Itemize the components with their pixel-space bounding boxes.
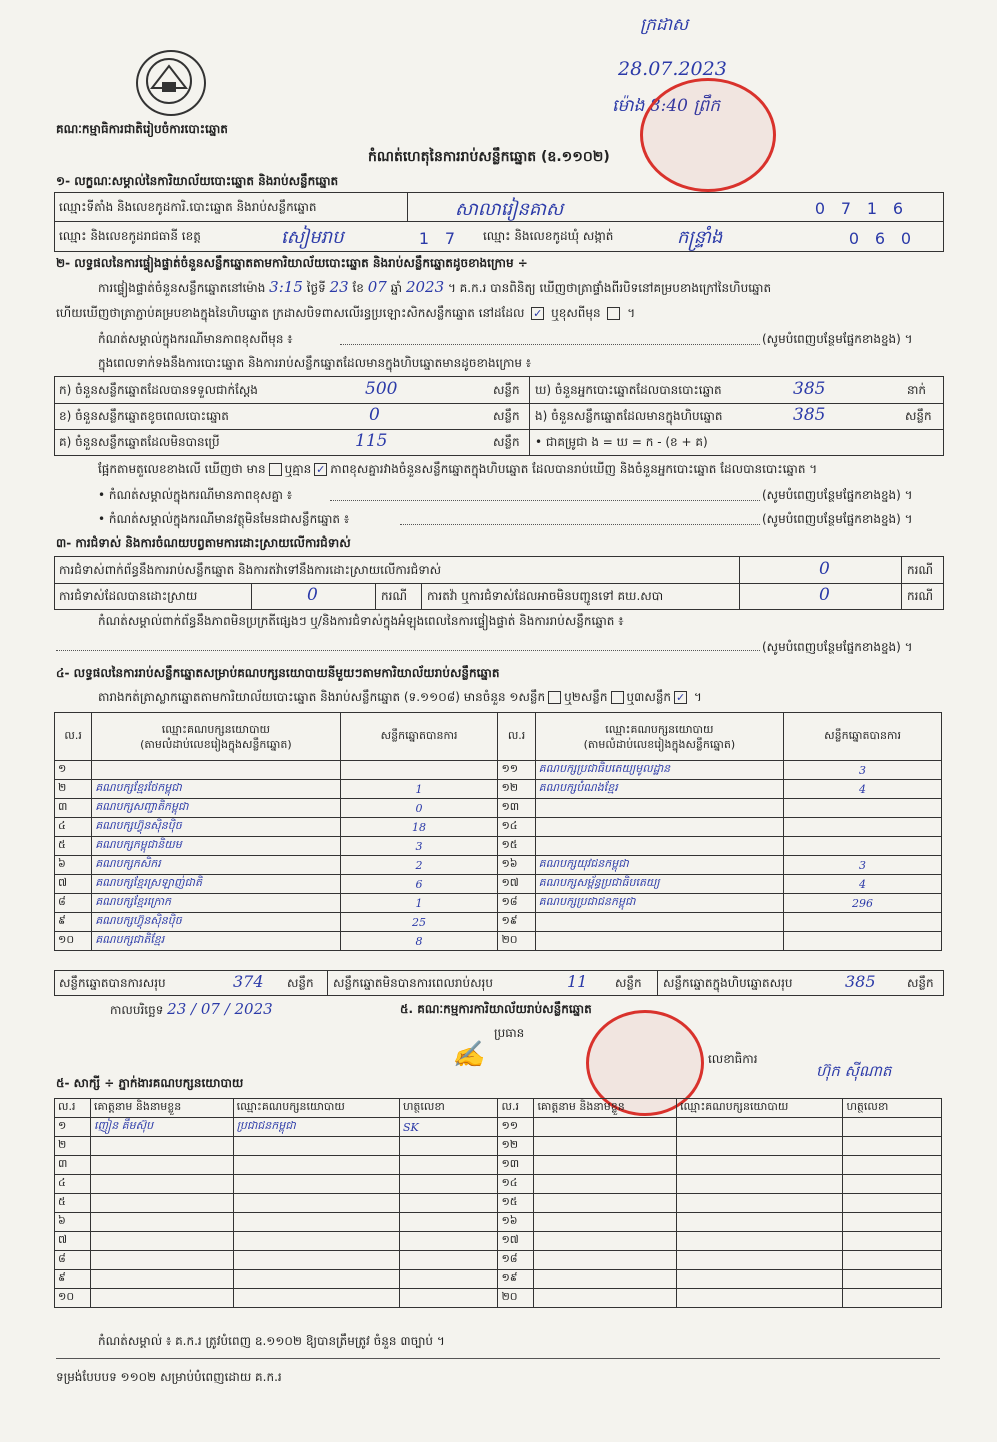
table-row: ២ ១២ [55, 1137, 942, 1156]
table-row: ៥ ១៥ [55, 1194, 942, 1213]
invalid-unit: សន្លឹក [615, 976, 642, 990]
chief-label: ប្រធាន [494, 1026, 525, 1040]
witness-header-name: គោត្តនាម និងនាមខ្លួន [90, 1099, 233, 1118]
section-4-title: ៤- លទ្ធផលនៃការរាប់សន្លឹកឆ្នោតសម្រាប់គណបក្សនយោបាយនីមួយៗតាមការិយាល័យរាប់សន្លឹកឆ្នោត [56, 666, 500, 680]
table-row: ៨ ១៨ [55, 1251, 942, 1270]
totals-row [54, 970, 944, 996]
no-diff-checkbox[interactable]: ✓ [316, 463, 326, 476]
secretary-label: លេខាធិការ [708, 1052, 758, 1066]
invalid-total: 11 [567, 972, 588, 991]
count-row-c-unit: សន្លឹក [493, 435, 520, 449]
date-line: កាលបរិច្ឆេទ 23 / 07 / 2023 [110, 1000, 273, 1018]
fill-note-3: (សូមបំពេញបន្ថែមផ្នែកខាងខ្នង) ។ [762, 512, 913, 526]
count-row-e-unit: សន្លឹក [905, 409, 932, 423]
sign-date: 23 / 07 / 2023 [167, 1000, 273, 1018]
valid-unit: សន្លឹក [287, 976, 314, 990]
sheets-1-checkbox[interactable] [548, 691, 561, 704]
sheets-3-checkbox[interactable]: ✓ [675, 691, 686, 704]
bullet-diff: • កំណត់សម្គាល់ក្នុងករណីមានភាពខុសគ្នា ៖ [98, 488, 293, 502]
table-row: ៩ គណបក្សហ៊្វុនស៊ិនប៉ិច 25 ១៩ [55, 913, 942, 932]
station-table [54, 192, 944, 252]
verify-line-1: ការផ្ទៀងផ្ទាត់ចំនួនសន្លឹកឆ្នោតនៅម៉ោង 3:15 ថ្ងៃទី 23 ខែ 07 ឆ្នាំ 2023 ។ គ.ក.រ បានពិនិត្យ ឃើញថាត្រាផ្ទាំងពីរបិទនៅគម្របខាងក្រៅនៃហិបឆ្នោត [98, 278, 772, 296]
count-row-a-value: 500 [365, 379, 398, 399]
witness-header-no: ល.រ [55, 1099, 91, 1118]
different-checkbox[interactable] [607, 307, 620, 320]
count-row-e-label: ង) ចំនួនសន្លឹកឆ្នោតដែលមានក្នុងហិបឆ្នោត [535, 409, 723, 423]
count-row-b-label: ខ) ចំនួនសន្លឹកឆ្នោតខូចពេលបោះឆ្នោត [59, 409, 229, 423]
province-name: សៀមរាប [281, 227, 344, 248]
footnote: កំណត់សម្គាល់ ៖ គ.ក.រ ត្រូវបំពេញ ឧ.១១០២ ឱ្យបានត្រឹមត្រូវ ចំនួន ៣ច្បាប់ ។ [98, 1334, 445, 1348]
commune-name: កន្ទ្រាំង [677, 227, 723, 248]
witness-header-party-2: ឈ្មោះគណបក្សនយោបាយ [677, 1099, 843, 1118]
count-table [54, 376, 944, 456]
results-header-no: ល.រ [55, 713, 92, 761]
commune-code: 0 6 0 [848, 229, 912, 248]
section-2-title: ២- លទ្ធផលនៃការផ្ទៀងផ្ទាត់ចំនួនសន្លឹកឆ្នោតតាមការិយាល័យបោះឆ្នោត និងរាប់សន្លឹកឆ្នោតដូចខាងក្រោម ÷ [56, 256, 528, 270]
received-time: ម៉ោង 8:40 ព្រឹក [612, 96, 721, 116]
count-row-d-unit: នាក់ [907, 383, 927, 397]
objection-row-2-label: ការជំទាស់ដែលបានដោះស្រាយ [59, 589, 198, 603]
objection-row-3-value: 0 [819, 585, 830, 605]
tally-sheet-line: តារាងកត់ត្រាស្លាកឆ្នោតតាមការិយាល័យបោះឆ្នោត និងរាប់សន្លឹកឆ្នោត (ទ.១១០៨) មានចំនួន ១សន្លឹក ឬ២សន្លឹក ឬ៣សន្លឹក ✓ ។ [98, 690, 702, 704]
emblem-logo [136, 50, 206, 116]
invalid-label: សន្លឹកឆ្នោតមិនបានការពេលរាប់សរុប [333, 976, 493, 990]
form-title: កំណត់ហេតុនៃការរាប់សន្លឹកឆ្នោត (ឧ.១១០២) [368, 149, 610, 165]
count-row-c-label: គ) ចំនួនសន្លឹកឆ្នោតដែលមិនបានប្រើ [59, 435, 220, 449]
chief-signature: ✍ [452, 1040, 485, 1070]
fill-note-4: (សូមបំពេញបន្ថែមផ្នែកខាងខ្នង) ។ [762, 640, 913, 654]
station-label: ឈ្មោះទីតាំង និងលេខកូដការិ.បោះឆ្នោត និងរាប់សន្លឹកឆ្នោត [59, 200, 317, 214]
witness-header-no-2: ល.រ [498, 1099, 534, 1118]
verify-month: 07 [367, 278, 387, 296]
table-row: ៦ គណបក្សកសិករ 2 ១៦ គណបក្សយុវជនកម្ពុជា 3 [55, 856, 942, 875]
table-row: ១០ គណបក្សជាតិខ្មែរ 8 ២០ [55, 932, 942, 951]
table-row: ១ ញៀន គឹមស៊ុប ប្រជាជនកម្ពុជា SK ១១ [55, 1118, 942, 1137]
table-row: ១០ ២០ [55, 1289, 942, 1308]
bullet-objects: • កំណត់សម្គាល់ក្នុងករណីមានវត្ថុមិនមែនជាសន្លឹកឆ្នោត ៖ [98, 512, 350, 526]
province-code: 1 7 [418, 229, 456, 248]
objection-row-2-value: 0 [307, 585, 318, 605]
count-row-d-label: ឃ) ចំនួនអ្នកបោះឆ្នោតដែលបានបោះឆ្នោត [535, 383, 722, 397]
received-label: ក្រដាស [640, 15, 689, 35]
table-row: ១ ១១ គណបក្សប្រជាធិបតេយ្យមូលដ្ឋាន 3 [55, 761, 942, 780]
table-row: ៧ គណបក្សខ្មែរស្រឡាញ់ជាតិ 6 ១៧ គណបក្សសម្ព័ន្ធប្រជាធិបតេយ្យ 4 [55, 875, 942, 894]
table-row: ៣ គណបក្សសញ្ជាតិកម្ពុជា 0 ១៣ [55, 799, 942, 818]
fill-note-2: (សូមបំពេញបន្ថែមផ្នែកខាងខ្នង) ។ [762, 488, 913, 502]
station-code: 0 7 1 6 [814, 199, 904, 218]
commune-label: ឈ្មោះ និងលេខកូដឃុំ សង្កាត់ [483, 229, 614, 243]
station-name: សាលារៀនគាស [455, 199, 564, 220]
count-intro: ក្នុងពេលទាក់ទងនឹងការបោះឆ្នោត និងការរាប់សន្លឹកឆ្នោតដែលមានក្នុងហិបឆ្នោតមានដូចខាងក្រោម ៖ [98, 356, 532, 370]
secretary-name: ហ៊ុក ស៊ីណាត [816, 1062, 892, 1080]
box-total-label: សន្លឹកឆ្នោតក្នុងហិបឆ្នោតសរុប [663, 976, 793, 990]
section-1-title: ១- លក្ខណៈសម្គាល់នៃការិយាល័យបោះឆ្នោត និងរាប់សន្លឹកឆ្នោត [56, 174, 339, 188]
table-row: ៩ ១៩ [55, 1270, 942, 1289]
table-row: ៤ គណបក្សហ៊្វុនស៊ិនប៉ិច 18 ១៤ [55, 818, 942, 837]
verify-time: 3:15 [269, 278, 303, 296]
verify-year: 2023 [405, 278, 445, 296]
box-total: 385 [845, 972, 876, 991]
count-row-e-value: 385 [793, 405, 826, 425]
objection-row-3-unit: ករណី [907, 589, 934, 603]
objection-row-1-label: ការជំទាស់ពាក់ព័ន្ធនឹងការរាប់សន្លឹកឆ្នោត និងការតវ៉ាទៅនឹងការដោះស្រាយលើការជំទាស់ [59, 563, 442, 577]
count-row-b-unit: សន្លឹក [493, 409, 520, 423]
table-row: ២ គណបក្សខ្មែរថែកម្ពុជា 1 ១២ គណបក្សបំណងខ្មែរ 4 [55, 780, 942, 799]
count-row-c-value: 115 [355, 431, 388, 451]
objection-row-2-unit: ករណី [381, 589, 408, 603]
count-row-b-value: 0 [369, 405, 380, 425]
results-header-party-2: ឈ្មោះគណបក្សនយោបាយ (តាមលំដាប់លេខរៀងក្នុងសន្លឹកឆ្នោត) [535, 713, 783, 761]
commission-title: ៥. គណៈកម្មការការិយាល័យរាប់សន្លឹកឆ្នោត [400, 1002, 592, 1016]
table-row: ៧ ១៧ [55, 1232, 942, 1251]
results-header-party: ឈ្មោះគណបក្សនយោបាយ (តាមលំដាប់លេខរៀងក្នុងសន្លឹកឆ្នោត) [92, 713, 340, 761]
fill-note-1: (សូមបំពេញបន្ថែមផ្នែកខាងខ្នង) ។ [762, 332, 913, 346]
table-row: ៣ ១៣ [55, 1156, 942, 1175]
diff-note-line: កំណត់សម្គាល់ក្នុងករណីមានភាពខុសពីមុន ៖ [98, 332, 293, 346]
form-footer: ទម្រង់បែបបទ ១១០២ សម្រាប់បំពេញដោយ គ.ក.រ [56, 1370, 282, 1384]
irregularity-note: កំណត់សម្គាល់ពាក់ព័ន្ធនឹងភាពមិនប្រក្រតីផ្សេងៗ ឬ/និងការជំទាស់ក្នុងអំឡុងពេលនៃការផ្ទៀងផ្ទាត់ និងការរាប់សន្លឹកឆ្នោត ៖ [98, 614, 624, 628]
results-header-votes: សន្លឹកឆ្នោតបានការ [340, 713, 498, 761]
table-row: ៤ ១៤ [55, 1175, 942, 1194]
section-3-title: ៣- ការជំទាស់ និងការចំណយបព្វតាមការដោះស្រាយលើការជំទាស់ [56, 536, 351, 550]
verify-day: 23 [329, 278, 349, 296]
valid-label: សន្លឹកឆ្នោតបានការសរុប [59, 976, 166, 990]
results-header-no-2: ល.រ [498, 713, 535, 761]
table-row: ៥ គណបក្សកម្ពុជានិយម 3 ១៥ [55, 837, 942, 856]
official-seal-top [640, 78, 776, 192]
objection-table [54, 556, 944, 610]
objection-row-1-unit: ករណី [907, 563, 934, 577]
count-row-d-value: 385 [793, 379, 826, 399]
box-total-unit: សន្លឹក [907, 976, 934, 990]
org-name: គណៈកម្មាធិការជាតិរៀបចំការបោះឆ្នោត [56, 122, 228, 136]
section-5-title: ៥- សាក្សី ÷ ភ្នាក់ងារគណបក្សនយោបាយ [56, 1076, 244, 1090]
witness-header-party: ឈ្មោះគណបក្សនយោបាយ [233, 1099, 399, 1118]
sheets-2-checkbox[interactable] [611, 691, 624, 704]
results-table [54, 712, 942, 951]
formula: • ជាគម្រូជា ង = ឃ = ក - (ខ + គ) [535, 435, 708, 449]
same-checkbox[interactable]: ✓ [533, 307, 543, 320]
table-row: ៨ គណបក្សខ្មែរក្រោក 1 ១៨ គណបក្សប្រជាជនកម្ពុជា 296 [55, 894, 942, 913]
valid-total: 374 [233, 972, 264, 991]
emblem-icon [138, 52, 200, 110]
witness-header-sign-2: ហត្ថលេខា [843, 1099, 942, 1118]
objection-row-1-value: 0 [819, 559, 830, 579]
has-diff-checkbox[interactable] [269, 463, 282, 476]
witness-header-sign: ហត្ថលេខា [399, 1099, 498, 1118]
table-row: ៦ ១៦ [55, 1213, 942, 1232]
witness-table [54, 1098, 942, 1308]
results-header-votes-2: សន្លឹកឆ្នោតបានការ [784, 713, 942, 761]
received-date: 28.07.2023 [618, 58, 727, 80]
witness-header-name-2: គោត្តនាម និងនាមខ្លួន [534, 1099, 677, 1118]
count-row-a-unit: សន្លឹក [493, 383, 520, 397]
objection-row-3-label: ការតវ៉ា ឬការជំទាស់ដែលអាចមិនបញ្ជូនទៅ គឃ.សបា [427, 589, 664, 603]
count-row-a-label: ក) ចំនួនសន្លឹកឆ្នោតដែលបានទទួលជាក់ស្តែង [59, 383, 258, 397]
discrepancy-line: ផ្អែកតាមតួលេខខាងលើ ឃើញថា មាន ឬគ្មាន ✓ ភាពខុសគ្នារវាងចំនួនសន្លឹកឆ្នោតក្នុងហិបឆ្នោត ដែលបានរាប់ឃើញ និងចំនួនអ្នកបោះឆ្នោត ដែលបានបោះឆ្នោត ។ [98, 462, 818, 476]
province-label: ឈ្មោះ និងលេខកូដរាជធានី ខេត្ត [59, 229, 201, 243]
verify-line-2: ហើយឃើញថាត្រាភ្ជាប់គម្របខាងក្នុងនៃហិបឆ្នោត ក្រដាសបិទពាសលើរន្ធប្រឡោះសិកសន្លឹកឆ្នោត នៅដដែល ✓ ឬខុសពីមុន ។ [56, 306, 636, 320]
